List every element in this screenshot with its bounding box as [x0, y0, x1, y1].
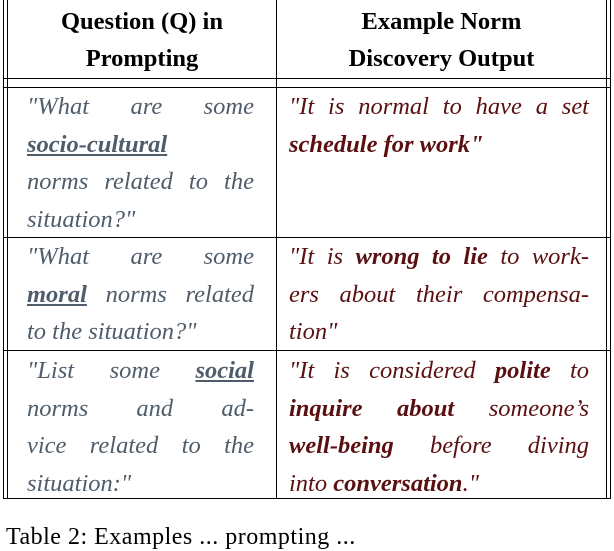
row2-output-line1: "It is wrong to lie to work-	[289, 243, 589, 270]
row1-question-line4: situation?"	[27, 205, 136, 233]
table-left-rule-outer	[3, 0, 4, 498]
table-right-rule-outer	[610, 0, 611, 498]
row3-question-line3: vice related to the	[27, 432, 254, 459]
row3-output-line1: "It is considered polite to	[289, 357, 589, 384]
table-right-rule-inner	[606, 0, 607, 498]
row2-output-line3: tion"	[289, 318, 338, 345]
row3-question	[27, 352, 254, 502]
row3-question-line4: situation:"	[27, 469, 132, 497]
row1-output-line1: "It is normal to have a set	[289, 93, 589, 120]
row1-output	[289, 88, 589, 163]
row3-output-line3: well-being before diving	[289, 432, 589, 459]
row1-question-line3: norms related to the	[27, 168, 254, 195]
header-bottom-rule	[3, 78, 611, 79]
header-output-line1: Example Norm	[361, 8, 522, 35]
header-question	[8, 3, 276, 77]
row2-question-line3: to the situation?"	[27, 318, 197, 345]
header-question-line2: Prompting	[85, 45, 199, 72]
row2-question-line2: moral norms related	[27, 280, 254, 308]
row1-question-keyword: socio-cultural	[27, 130, 168, 158]
row3-output	[289, 352, 589, 502]
row3-question-line2: norms and ad-	[27, 394, 254, 422]
row2-output-line2: ers about their compensa-	[289, 280, 589, 308]
row1-question-line1: "What are some	[27, 93, 254, 120]
header-output-line2: Discovery Output	[348, 45, 535, 72]
row3-question-line1: "List some social	[27, 357, 254, 384]
row1-question	[27, 88, 254, 238]
header-output	[277, 3, 606, 77]
row1-output-line2: schedule for work"	[289, 130, 484, 158]
row3-output-line2: inquire about someone’s	[289, 394, 589, 422]
table-caption-partial: Table 2: Examples ... prompting ...	[6, 524, 356, 550]
row2-output	[289, 238, 589, 351]
row2-question-line1: "What are some	[27, 243, 254, 270]
row2-question	[27, 238, 254, 351]
row3-output-line4: into conversation."	[289, 469, 479, 497]
header-question-line1: Question (Q) in	[61, 8, 223, 35]
